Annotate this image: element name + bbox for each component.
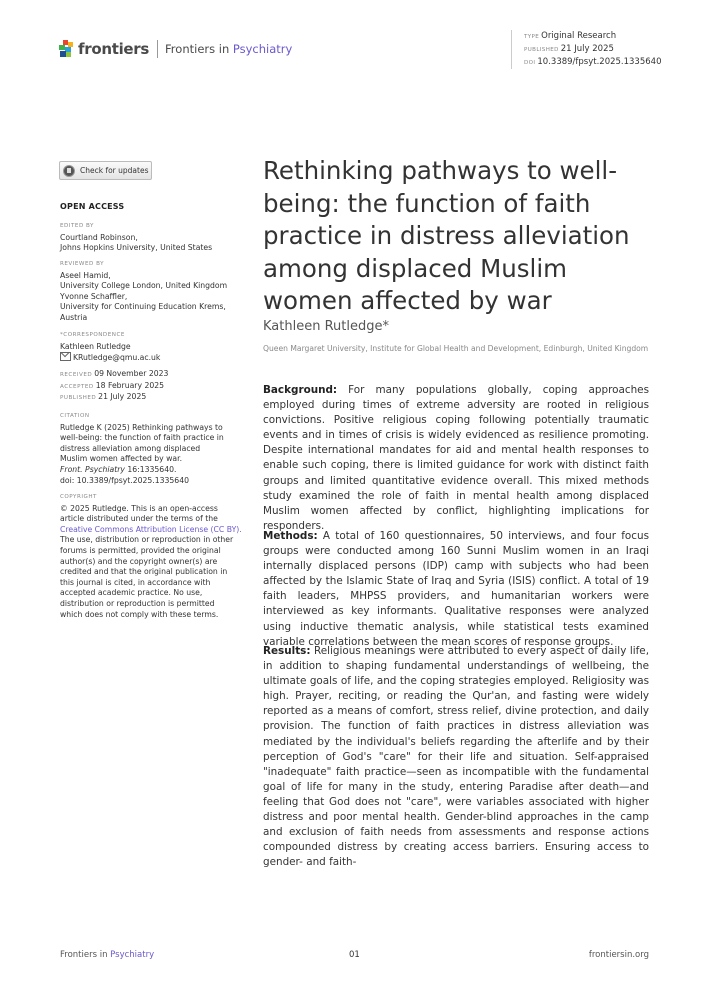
meta-published-value: 21 July 2025 bbox=[560, 44, 614, 54]
journal-accent: Psychiatry bbox=[232, 42, 293, 56]
article-title bbox=[263, 155, 663, 318]
article-meta bbox=[511, 30, 661, 69]
meta-doi-value[interactable]: 10.3389/fpsyt.2025.1335640 bbox=[537, 57, 662, 67]
mail-icon bbox=[60, 352, 71, 361]
received-label: RECEIVED bbox=[60, 372, 93, 378]
correspondence-email[interactable] bbox=[60, 352, 245, 364]
meta-doi-label: DOI bbox=[524, 60, 536, 66]
email-link[interactable]: KRutledge@qmu.ac.uk bbox=[73, 353, 161, 363]
license-link[interactable]: Creative Commons Attribution License (CC BY). bbox=[60, 524, 242, 534]
open-access-label: OPEN ACCESS bbox=[60, 202, 125, 211]
abstract-text: Religious meanings were attributed to every aspect of daily life, in addition to shaping fundamental understandings of wellbeing, the ultimate goals of life, and the coping strategies employed. Religiosity was high. Prayer, reciting, or reading the Qur'an, and fasting were widely reported as a means of comfort, stress relief, divine protection, and daily provision. The function of faith practices in distress alleviation was mediated by the individual's beliefs regarding the afterlife and by their perception of God's "care" for their life and situation. Self-appraised "inadequate" faith practice—seen as incompatible with the fundamental goal of life for many in the study, entering Paradise after death—and feeling that God does not "care", were variables associated with higher distress and poor mental health. Gender-blind approaches in the camp and exclusion of faith needs from assessments and response actions compounded distress by creating access barriers. Ensuring access to gender- and faith- bbox=[263, 645, 649, 869]
citation-line: well-being: the function of faith practice in bbox=[60, 433, 224, 443]
dates-section bbox=[60, 369, 245, 404]
copyright-line: author(s) and the copyright owner(s) are bbox=[60, 556, 218, 566]
footer-site-link[interactable]: frontiersin.org bbox=[588, 950, 649, 960]
frontiers-logo-text[interactable]: frontiers bbox=[78, 40, 150, 58]
copyright-label: COPYRIGHT bbox=[60, 494, 97, 500]
title-line: practice in distress alleviation bbox=[263, 221, 630, 251]
journal-prefix: Frontiers in bbox=[165, 42, 233, 56]
copyright-line: © 2025 Rutledge. This is an open-access bbox=[60, 503, 218, 513]
copyright-line: accepted academic practice. No use, bbox=[60, 588, 203, 598]
copyright-line: credited and that the original publication in bbox=[60, 567, 228, 577]
abstract-methods bbox=[263, 529, 649, 650]
abstract-heading: Results: bbox=[263, 645, 311, 657]
meta-type-value: Original Research bbox=[541, 31, 617, 41]
meta-doi bbox=[524, 56, 661, 69]
meta-type bbox=[524, 30, 661, 43]
journal-name[interactable] bbox=[165, 42, 292, 56]
author-affiliation: Queen Margaret University, Institute for Global Health and Development, Edinburgh, United Kingdom bbox=[263, 344, 649, 353]
citation-line: Rutledge K (2025) Rethinking pathways to bbox=[60, 422, 223, 432]
accepted-label: ACCEPTED bbox=[60, 383, 94, 390]
reviewer-affiliation: Austria bbox=[60, 312, 88, 322]
received-date bbox=[60, 369, 245, 381]
reviewed-by-label: REVIEWED BY bbox=[60, 261, 105, 267]
published-date bbox=[60, 392, 245, 404]
meta-published-label: PUBLISHED bbox=[524, 47, 559, 53]
author-name[interactable]: Kathleen Rutledge* bbox=[263, 319, 389, 334]
correspondence-label: *CORRESPONDENCE bbox=[60, 332, 125, 338]
abstract-results bbox=[263, 644, 649, 870]
page-number: 01 bbox=[349, 950, 360, 960]
reviewed-by-section bbox=[60, 259, 245, 324]
correspondence-name: Kathleen Rutledge bbox=[60, 341, 131, 351]
citation-line: distress alleviation among displaced bbox=[60, 443, 201, 453]
reviewer-name: Yvonne Schaffler, bbox=[60, 291, 128, 301]
citation-journal-line bbox=[60, 465, 245, 476]
citation-line: Muslim women affected by war. bbox=[60, 454, 183, 464]
frontiers-logo-icon bbox=[58, 40, 74, 58]
copyright-line: which does not comply with these terms. bbox=[60, 609, 219, 619]
edited-by-label: EDITED BY bbox=[60, 223, 94, 229]
editor-name: Courtland Robinson, bbox=[60, 232, 138, 242]
abstract-heading: Methods: bbox=[263, 530, 318, 542]
copyright-line: forums is permitted, provided the original bbox=[60, 545, 221, 555]
copyright-line: distribution or reproduction is permitted bbox=[60, 598, 215, 608]
title-line: women affected by war bbox=[263, 286, 552, 316]
abstract-text: A total of 160 questionnaires, 50 interviews, and four focus groups were conducted among 160 Sunni Muslim women in an Iraqi internally displaced persons (IDP) camp with subjects who had been affected by the Islamic State of Iraq and Syria (ISIS) conflict. A total of 19 faith leaders, MHPSS providers, and humanitarian workers were interviewed as key informants. Qualitative responses were analyzed using inductive thematic analysis, while statistical tests examined variable correlations between the mean scores of response groups. bbox=[263, 530, 649, 648]
footer-journal[interactable] bbox=[60, 950, 154, 960]
published-label: PUBLISHED bbox=[60, 395, 97, 402]
accepted-date bbox=[60, 381, 245, 393]
copyright-line: article distributed under the terms of the bbox=[60, 514, 218, 524]
edited-by-section bbox=[60, 221, 245, 254]
meta-type-label: TYPE bbox=[524, 34, 540, 40]
title-line: Rethinking pathways to well- bbox=[263, 156, 618, 185]
editor-affiliation: Johns Hopkins University, United States bbox=[60, 243, 213, 253]
header-brand bbox=[58, 40, 292, 58]
reviewer-name: Aseel Hamid, bbox=[60, 270, 111, 280]
title-line: being: the function of faith bbox=[263, 188, 591, 218]
abstract-heading: Background: bbox=[263, 384, 338, 396]
received-value: 09 November 2023 bbox=[94, 369, 169, 378]
citation-label: CITATION bbox=[60, 413, 90, 419]
abstract-text: For many populations globally, coping approaches employed during times of extreme adversity are rooted in religious convictions. Positive religious coping following potentially traumatic events and in times of crisis is widely evidenced as resilience promoting. Despite international mandates for aid and mental health responses to enable such coping, there is limited guidance for work with distinct faith groups and limited quantitative evidence overall. This mixed methods study examined the role of faith in mental health among displaced Muslim women affected by conflict, highlighting implications for responders. bbox=[263, 384, 649, 532]
citation-volume: 16:1335640. bbox=[124, 464, 177, 474]
correspondence-section bbox=[60, 330, 245, 364]
check-for-updates-button[interactable] bbox=[59, 161, 152, 180]
footer-journal-accent: Psychiatry bbox=[110, 950, 155, 960]
accepted-value: 18 February 2025 bbox=[95, 380, 165, 390]
bookmark-icon bbox=[63, 165, 75, 177]
copyright-line: this journal is cited, in accordance with bbox=[60, 577, 211, 587]
footer-journal-prefix: Frontiers in bbox=[60, 950, 111, 960]
title-line: among displaced Muslim bbox=[263, 253, 568, 283]
copyright-line: The use, distribution or reproduction in other bbox=[60, 535, 234, 545]
reviewer-affiliation: University for Continuing Education Krems, bbox=[60, 302, 226, 312]
abstract-background bbox=[263, 383, 649, 534]
citation-doi[interactable]: doi: 10.3389/fpsyt.2025.1335640 bbox=[60, 475, 189, 485]
published-value: 21 July 2025 bbox=[98, 392, 147, 402]
meta-published bbox=[524, 43, 661, 56]
citation-journal: Front. Psychiatry bbox=[60, 464, 125, 474]
copyright-section bbox=[60, 492, 245, 620]
citation-section bbox=[60, 411, 245, 486]
reviewer-affiliation: University College London, United Kingdom bbox=[60, 281, 228, 291]
header-divider bbox=[157, 40, 158, 58]
check-for-updates-label: Check for updates bbox=[80, 166, 149, 175]
